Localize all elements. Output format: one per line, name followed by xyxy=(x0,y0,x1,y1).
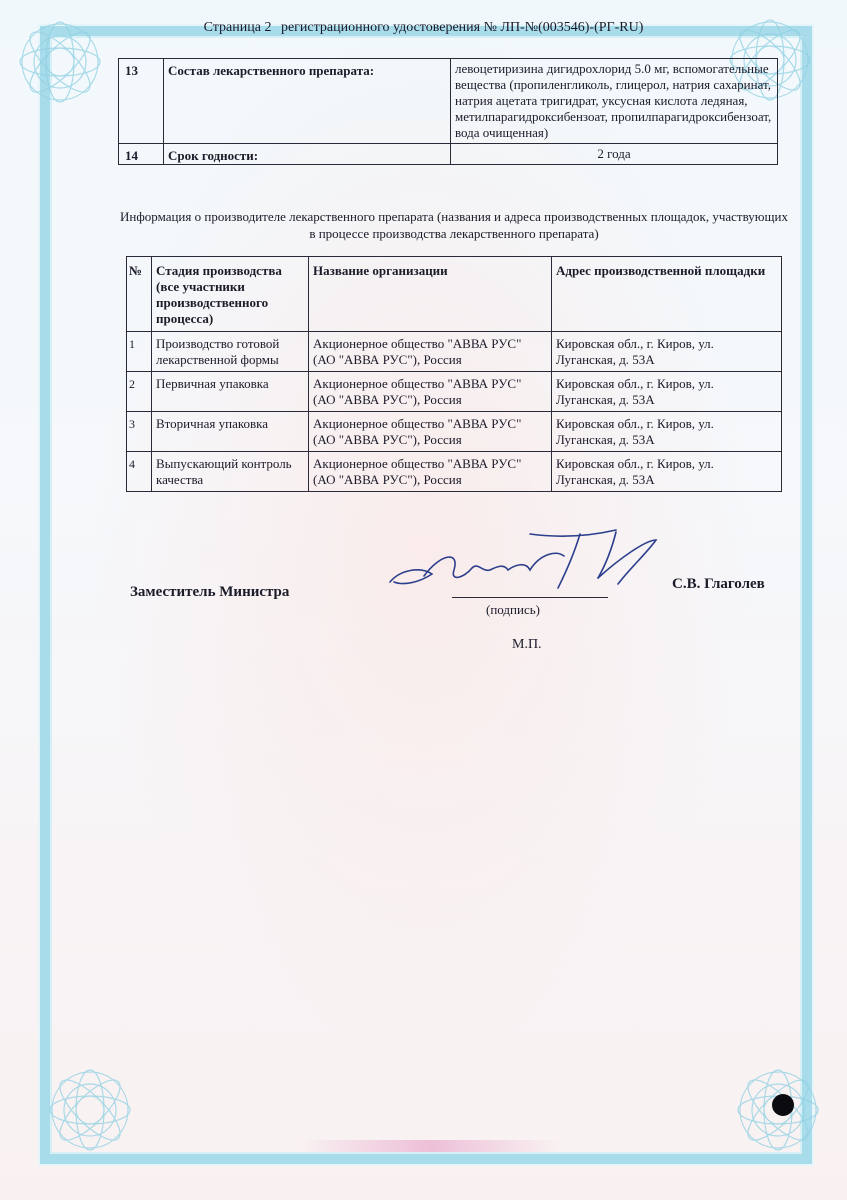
shelf-life-value: 2 года xyxy=(451,144,778,165)
border-tint xyxy=(300,1140,560,1152)
row-number: 14 xyxy=(119,144,164,165)
stamp-place-label: М.П. xyxy=(512,637,542,652)
row-label: Состав лекарственного препарата: xyxy=(164,59,451,144)
page-header xyxy=(0,20,847,36)
certificate-number: регистрационного удостоверения № ЛП-№(003546)-(РГ-RU) xyxy=(280,20,644,35)
cell-stage: Выпускающий контроль качества xyxy=(152,452,309,492)
handwritten-signature xyxy=(380,524,670,604)
cell-org: Акционерное общество "АВВА РУС" (АО "АВВА РУС"), Россия xyxy=(309,412,552,452)
column-header-num: № xyxy=(127,257,152,332)
drug-details-table xyxy=(118,58,778,165)
table-header-row xyxy=(127,257,782,332)
signature-caption: (подпись) xyxy=(486,602,540,617)
table-row xyxy=(127,412,782,452)
manufacturer-info-heading: Информация о производителе лекарственного препарата (названия и адреса производственных площадок, участвующих в процессе производства лекарственного препарата) xyxy=(120,209,788,241)
cell-org: Акционерное общество "АВВА РУС" (АО "АВВА РУС"), Россия xyxy=(309,452,552,492)
rosette-ornament-bottom-left xyxy=(40,1060,140,1160)
binding-hole xyxy=(772,1094,794,1116)
table-row xyxy=(119,59,778,144)
cell-num: 1 xyxy=(127,332,152,372)
cell-address: Кировская обл., г. Киров, ул. Луганская, д. 53А xyxy=(552,452,782,492)
page-number: Страница 2 xyxy=(203,20,272,35)
cell-stage: Вторичная упаковка xyxy=(152,412,309,452)
cell-address: Кировская обл., г. Киров, ул. Луганская, д. 53А xyxy=(552,372,782,412)
cell-stage: Первичная упаковка xyxy=(152,372,309,412)
cell-org: Акционерное общество "АВВА РУС" (АО "АВВА РУС"), Россия xyxy=(309,372,552,412)
cell-org: Акционерное общество "АВВА РУС" (АО "АВВА РУС"), Россия xyxy=(309,332,552,372)
table-row xyxy=(127,372,782,412)
signatory-name: С.В. Глаголев xyxy=(672,576,765,592)
cell-num: 4 xyxy=(127,452,152,492)
table-row xyxy=(127,452,782,492)
cell-num: 3 xyxy=(127,412,152,452)
cell-stage: Производство готовой лекарственной формы xyxy=(152,332,309,372)
signatory-title: Заместитель Министра xyxy=(130,584,290,600)
cell-address: Кировская обл., г. Киров, ул. Луганская, д. 53А xyxy=(552,412,782,452)
signature-line xyxy=(452,597,608,598)
row-label: Срок годности: xyxy=(164,144,451,165)
column-header-org: Название организации xyxy=(309,257,552,332)
cell-address: Кировская обл., г. Киров, ул. Луганская, д. 53А xyxy=(552,332,782,372)
column-header-stage: Стадия производства (все участники производственного процесса) xyxy=(152,257,309,332)
composition-value: левоцетиризина дигидрохлорид 5.0 мг, вспомогательные вещества (пропиленгликоль, глицерол, натрия сахаринат, натрия ацетата тригидрат, уксусная кислота ледяная, метилпарагидроксибензоат, пропилпарагидроксибензоат, вода очищенная) xyxy=(451,59,778,144)
table-row xyxy=(127,332,782,372)
production-sites-table xyxy=(126,256,782,492)
column-header-address: Адрес производственной площадки xyxy=(552,257,782,332)
table-row xyxy=(119,144,778,165)
cell-num: 2 xyxy=(127,372,152,412)
row-number: 13 xyxy=(119,59,164,144)
